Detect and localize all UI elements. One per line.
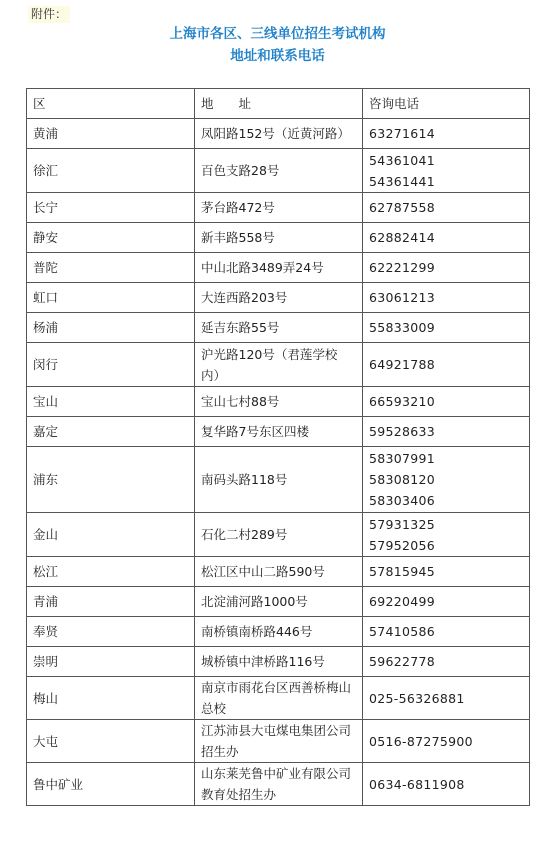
- cell-phone: [363, 149, 530, 193]
- cell-phone: [363, 417, 530, 447]
- phone-number: 62221299: [369, 260, 436, 275]
- cell-address: 江苏沛县大屯煤电集团公司招生办: [195, 720, 363, 763]
- cell-phone: [363, 193, 530, 223]
- cell-district: 闵行: [27, 343, 195, 387]
- cell-phone: [363, 283, 530, 313]
- table-row: [27, 387, 530, 417]
- header-phone: 咨询电话: [363, 89, 530, 119]
- cell-address: 新丰路558号: [195, 223, 363, 253]
- cell-district: 浦东: [27, 447, 195, 513]
- phone-number: 57815945: [369, 564, 436, 579]
- phone-number: 59528633: [369, 424, 436, 439]
- header-district: 区: [27, 89, 195, 119]
- page-subtitle: 地址和联系电话: [230, 48, 325, 64]
- cell-phone: [363, 557, 530, 587]
- phone-number: 58303406: [369, 493, 436, 508]
- phone-number: 63061213: [369, 290, 436, 305]
- phone-number: 025-56326881: [369, 690, 465, 706]
- cell-district: 黄浦: [27, 119, 195, 149]
- contact-table: [26, 88, 530, 806]
- table-row: [27, 193, 530, 223]
- attachment-label: 附件：: [28, 6, 70, 23]
- contact-table-body: [27, 89, 530, 806]
- table-row: [27, 677, 530, 720]
- cell-district: 松江: [27, 557, 195, 587]
- cell-district: 宝山: [27, 387, 195, 417]
- cell-phone: [363, 313, 530, 343]
- table-row: [27, 253, 530, 283]
- cell-address: 茅台路472号: [195, 193, 363, 223]
- table-row: [27, 283, 530, 313]
- cell-district: 大屯: [27, 720, 195, 763]
- table-row: [27, 557, 530, 587]
- table-row: [27, 647, 530, 677]
- cell-district: 嘉定: [27, 417, 195, 447]
- cell-address: 南桥镇南桥路446号: [195, 617, 363, 647]
- phone-number: 62787558: [369, 200, 436, 215]
- cell-district: 普陀: [27, 253, 195, 283]
- cell-district: 奉贤: [27, 617, 195, 647]
- table-row: [27, 763, 530, 806]
- table-row: [27, 513, 530, 557]
- cell-address: 北淀浦河路1000号: [195, 587, 363, 617]
- cell-address: 南码头路118号: [195, 447, 363, 513]
- phone-number: 0516-87275900: [369, 733, 473, 749]
- phone-number: 58308120: [369, 472, 436, 487]
- cell-district: 静安: [27, 223, 195, 253]
- cell-phone: [363, 223, 530, 253]
- cell-phone: [363, 677, 530, 720]
- cell-address: 凤阳路152号（近黄河路）: [195, 119, 363, 149]
- cell-phone: [363, 513, 530, 557]
- phone-number: 59622778: [369, 654, 436, 669]
- cell-district: 徐汇: [27, 149, 195, 193]
- table-row: [27, 313, 530, 343]
- phone-number: 69220499: [369, 594, 436, 609]
- cell-phone: [363, 387, 530, 417]
- table-row: [27, 343, 530, 387]
- cell-address: 宝山七村88号: [195, 387, 363, 417]
- phone-number: 54361441: [369, 173, 436, 189]
- phone-number: 57410586: [369, 624, 436, 639]
- cell-address: 中山北路3489弄24号: [195, 253, 363, 283]
- cell-phone: [363, 617, 530, 647]
- cell-phone: [363, 119, 530, 149]
- table-row: [27, 617, 530, 647]
- phone-number: 0634-6811908: [369, 776, 465, 792]
- phone-number: 55833009: [369, 320, 436, 335]
- phone-number: 66593210: [369, 394, 436, 409]
- phone-number: 58307991: [369, 451, 436, 466]
- cell-address: 松江区中山二路590号: [195, 557, 363, 587]
- cell-district: 崇明: [27, 647, 195, 677]
- cell-address: 复华路7号东区四楼: [195, 417, 363, 447]
- cell-phone: [363, 343, 530, 387]
- cell-address: 石化二村289号: [195, 513, 363, 557]
- phone-number: 62882414: [369, 230, 436, 245]
- table-header-row: [27, 89, 530, 119]
- cell-district: 长宁: [27, 193, 195, 223]
- cell-address: 延吉东路55号: [195, 313, 363, 343]
- phone-number: 63271614: [369, 126, 436, 141]
- table-row: [27, 223, 530, 253]
- cell-district: 杨浦: [27, 313, 195, 343]
- cell-phone: [363, 763, 530, 806]
- table-row: [27, 720, 530, 763]
- table-row: [27, 587, 530, 617]
- phone-number: 57952056: [369, 537, 436, 553]
- phone-number: 57931325: [369, 516, 436, 532]
- cell-phone: [363, 587, 530, 617]
- table-row: [27, 119, 530, 149]
- cell-address: 山东莱芜鲁中矿业有限公司教育处招生办: [195, 763, 363, 806]
- cell-district: 梅山: [27, 677, 195, 720]
- cell-phone: [363, 447, 530, 513]
- phone-number: 54361041: [369, 152, 436, 168]
- table-row: [27, 417, 530, 447]
- header-address: 地 址: [195, 89, 363, 119]
- cell-phone: [363, 720, 530, 763]
- cell-district: 金山: [27, 513, 195, 557]
- cell-address: 大连西路203号: [195, 283, 363, 313]
- cell-address: 城桥镇中津桥路116号: [195, 647, 363, 677]
- cell-district: 虹口: [27, 283, 195, 313]
- cell-district: 鲁中矿业: [27, 763, 195, 806]
- cell-district: 青浦: [27, 587, 195, 617]
- table-row: [27, 447, 530, 513]
- cell-phone: [363, 253, 530, 283]
- phone-number: 64921788: [369, 357, 436, 372]
- cell-address: 沪光路120号（君莲学校内）: [195, 343, 363, 387]
- cell-phone: [363, 647, 530, 677]
- table-row: [27, 149, 530, 193]
- page-title: 上海市各区、三线单位招生考试机构: [169, 26, 386, 42]
- cell-address: 南京市雨花台区西善桥梅山总校: [195, 677, 363, 720]
- cell-address: 百色支路28号: [195, 149, 363, 193]
